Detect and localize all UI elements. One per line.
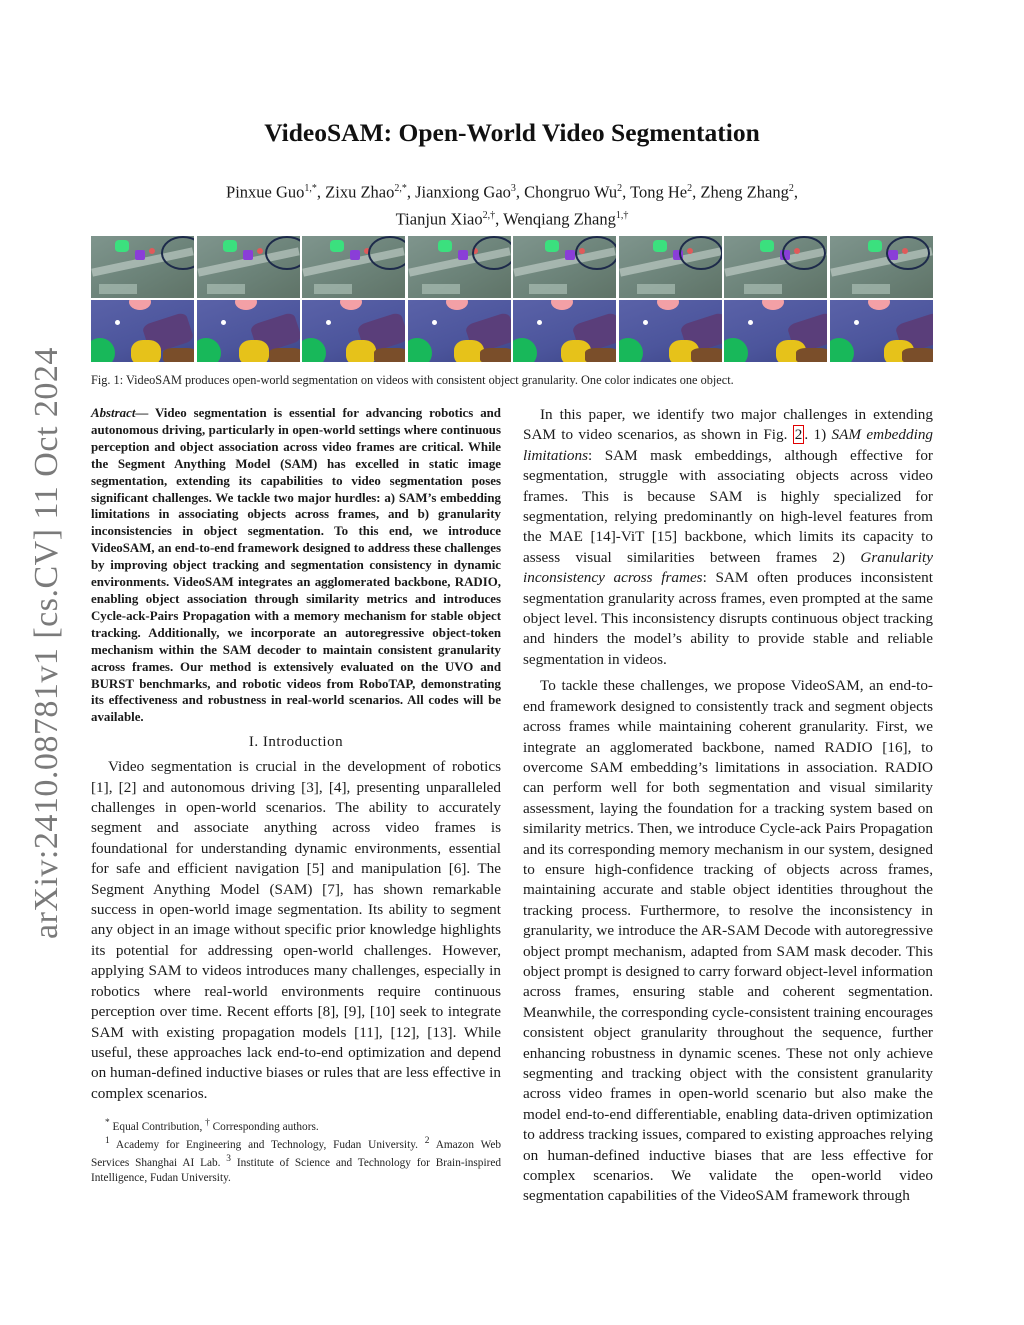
object-mask — [868, 300, 890, 310]
author-list — [150, 177, 874, 230]
author-name: Wenqiang Zhang — [503, 209, 616, 228]
object-mask — [585, 348, 616, 362]
video-frame-thumbnail — [724, 300, 827, 362]
object-mask — [207, 284, 245, 294]
object-mask — [796, 348, 827, 362]
author-name: Zixu Zhao — [325, 182, 395, 202]
author-affiliation: 2,* — [394, 183, 407, 194]
object-mask — [135, 250, 145, 260]
object-mask — [149, 248, 155, 254]
object-mask — [551, 300, 573, 310]
object-mask — [529, 284, 567, 294]
object-mask — [458, 250, 468, 260]
footnote-2: $^1$ Academy for Engineering and Technology, Fudan University. $^2$ Amazon Web Services Shanghai AI Lab. $^3$ Institute of Science and Technology for Brain-inspired Intelligence, Fudan University. — [91, 1136, 502, 1184]
paper-title: VideoSAM: Open-World Video Segmentation — [264, 118, 760, 147]
object-mask — [257, 248, 263, 254]
object-mask — [637, 284, 675, 294]
object-mask — [619, 338, 643, 362]
object-mask — [115, 320, 120, 325]
left-column — [91, 405, 501, 1185]
object-mask — [854, 320, 859, 325]
object-mask — [575, 236, 616, 270]
challenge-2-label: Granularity inconsistency across frames — [523, 548, 933, 587]
video-frame-thumbnail — [408, 300, 511, 362]
object-mask — [265, 236, 300, 270]
object-mask — [545, 240, 559, 252]
object-mask — [537, 320, 542, 325]
video-frame-thumbnail — [408, 236, 511, 298]
figure-caption-text: VideoSAM produces open-world segmentation on videos with consistent object granularity. One color indicates one object. — [125, 373, 734, 387]
section-heading: I. Introduction — [248, 734, 344, 751]
object-mask — [472, 236, 511, 270]
author-name: Zheng Zhang — [700, 182, 789, 202]
author-name: Pinxue Guo — [226, 182, 305, 202]
object-mask — [197, 338, 221, 362]
author-affiliation: 3 — [510, 183, 516, 194]
author-name: Jianxiong Gao — [415, 182, 511, 202]
object-mask — [221, 320, 226, 325]
object-mask — [408, 338, 432, 362]
object-mask — [129, 300, 151, 310]
author-affiliation: 2 — [617, 183, 623, 194]
right-column — [523, 405, 933, 1207]
author-name: Tianjun Xiao — [395, 209, 483, 228]
video-frame-thumbnail — [513, 236, 616, 298]
object-mask — [239, 340, 269, 362]
author-name: Tong He — [630, 182, 688, 202]
object-mask — [446, 300, 468, 310]
challenge-1-label: SAM embedding limitations — [523, 426, 934, 464]
object-mask — [724, 338, 748, 362]
object-mask — [422, 284, 460, 294]
object-mask — [368, 236, 405, 270]
video-frame-thumbnail — [830, 236, 933, 298]
object-mask — [91, 338, 115, 362]
intro-paragraph: Video segmentation is crucial in the development of robotics [1], [2] and autonomous driving [3], [4], presenting unparalleled challenges in open-world scenarios. The ability to accurately segment and associate anything across video frames is foundational for understanding dynamic environments, essential for safe and efficient navigation [5] and manipulation [6]. The Segment Anything Model (SAM) [7], has shown remarkable success in open-world image segmentation. Its ability to segment any object in an image without specific prior knowledge highlights its potential for addressing open-world challenges. However, applying SAM to videos introduces many challenges, especially in robotics where real-world environments require continuous perception over time. Recent efforts [8], [9], [10] seek to integrate SAM with existing propagation models [11], [12], [13]. While useful, these approaches lack end-to-end optimization and depend on human-defined inductive biases or rules that are less effective in complex scenarios. — [91, 758, 501, 1102]
footnote-1: * Equal Contribution, † Corresponding authors. — [105, 1118, 319, 1133]
video-frame-thumbnail — [724, 236, 827, 298]
object-mask — [438, 240, 452, 252]
figure-label: Fig. 1: — [91, 373, 124, 387]
object-mask — [643, 320, 648, 325]
video-frame-thumbnail — [302, 236, 405, 298]
object-mask — [115, 240, 129, 252]
object-mask — [163, 348, 194, 362]
video-frame-thumbnail — [197, 300, 300, 362]
object-mask — [326, 320, 331, 325]
object-mask — [330, 240, 344, 252]
object-mask — [868, 240, 882, 252]
video-frame-thumbnail — [302, 300, 405, 362]
object-mask — [302, 338, 326, 362]
author-affiliation: 2 — [788, 183, 794, 194]
video-frame-thumbnail — [197, 236, 300, 298]
author-affiliation: 2 — [687, 183, 693, 194]
video-frame-thumbnail — [619, 236, 722, 298]
object-mask — [374, 348, 405, 362]
video-frame-thumbnail — [513, 300, 616, 362]
video-frame-thumbnail — [91, 236, 194, 298]
object-mask — [314, 284, 352, 294]
author-affiliation: 1,† — [615, 209, 629, 221]
figure-video-frames — [91, 236, 933, 362]
object-mask — [131, 340, 161, 362]
object-mask — [235, 300, 257, 310]
author-line-1: Pinxue Guo$^{1,*}$, Zixu Zhao$^{2,*}$, Jianxiong Gao$^3$, Chongruo Wu$^2$, Tong He$^2$, Zheng Zhang$^2$, — [226, 182, 798, 202]
object-mask — [691, 348, 722, 362]
intro-paragraph-3: To tackle these challenges, we propose VideoSAM, an end-to-end framework designed to consistently track and segment objects across frames while maintaining coherent granularity. First, we integrate an agglomerated backbone, named RADIO [16], to overcome SAM embedding’s limitations in association. RADIO can perform well for both segmentation and visual similarity assessment, laying the foundation for a tracking system based on similarity metrics. Then, we introduce Cycle-ack Pairs Propagation and its corresponding memory mechanism in our system, designed to ensure high-confidence tracking of objects across frames, maintaining accurate and stable object identities throughout the tracking process. Furthermore, to resolve the inconsistency in granularity, we introduce the AR-SAM Decode with autoregressive object prompt mechanism, adapted from SAM mask decoder. This object prompt is designed to carry forward object-level information across frames, ensuring stable and coherent segmentation. Meanwhile, the corresponding cycle-consistent training encourages consistent object granularity throughout the sequence, further enhancing robustness in dynamic scenes. These not only achieve segmenting and tracking object with the consistent granularity across video frames in open-world scenario but also make the model end-to-end differentiable, enabling data-driven optimization to address tracking issues, compared to existing approaches relying on human-defined inductive biases that are less effective for complex scenarios. We validate the open-world video segmentation capabilities of the VideoSAM framework through — [523, 677, 933, 1205]
abstract-text: Video segmentation is essential for advancing robotics and autonomous driving, particularly in open-world settings where continuous perception and object association across video frames are critical. While the Segment Anything Model (SAM) has excelled in static image segmentation, extending its capabilities to video segmentation poses significant challenges. We tackle two major hurdles: a) SAM’s embedding limitations in associating objects across frames, and b) granularity inconsistencies in object segmentation. To this end, we introduce VideoSAM, an end-to-end framework designed to address these challenges by improving object tracking and segmentation consistency in dynamic environments. VideoSAM integrates an agglomerated backbone, RADIO, enabling object association through similarity metrics and introduces Cycle-ack-Pairs Propagation with a memory mechanism for stable object tracking. Additionally, we incorporate an autoregressive object-token mechanism within the SAM decoder to maintain consistent granularity across frames. Our method is extensively evaluated on the UVO and BURST benchmarks, and robotic videos from RoboTAP, demonstrating its effectiveness and robustness in real-world scenarios. All codes will be available. — [91, 406, 501, 725]
object-mask — [223, 240, 237, 252]
abstract-lead: Abstract — [91, 406, 136, 420]
author-name: Chongruo Wu — [524, 182, 618, 202]
object-mask — [340, 300, 362, 310]
object-mask — [902, 348, 933, 362]
object-mask — [852, 284, 890, 294]
object-mask — [886, 236, 930, 270]
figure-caption — [91, 372, 933, 388]
object-mask — [744, 284, 782, 294]
object-mask — [243, 250, 253, 260]
author-line-2: Tianjun Xiao$^{2,\dagger}$, Wenqiang Zhang$^{1,\dagger}$ — [395, 209, 629, 228]
object-mask — [350, 250, 360, 260]
video-frame-thumbnail — [619, 300, 722, 362]
object-mask — [269, 348, 300, 362]
object-mask — [161, 236, 194, 270]
arxiv-identifier: arXiv:2410.08781v1 [cs.CV] 11 Oct 2024 — [28, 347, 65, 939]
abstract: Abstract— Video segmentation is essential for advancing robotics and autonomous driving, particularly in open-world settings where continuous perception and object association across video frames are critical. While the Segment Anything Model (SAM) has excelled in static image segmentation, extending its capabilities to video segmentation poses significant challenges. We tackle two major hurdles: a) SAM’s embedding limitations in associating objects across frames, and b) granularity inconsistencies in object segmentation. To this end, we introduce VideoSAM, an end-to-end framework designed to address these challenges by improving object tracking and segmentation consistency in dynamic environments. VideoSAM integrates an agglomerated backbone, RADIO, enabling object association through similarity metrics and introduces Cycle-ack-Pairs Propagation with a memory mechanism for stable object tracking. Additionally, we incorporate an autoregressive object-token mechanism within the SAM decoder to maintain consistent granularity across frames. Our method is extensively evaluated on the UVO and BURST benchmarks, and robotic videos from RoboTAP, demonstrating its effectiveness and robustness in real-world scenarios. All codes will be available. — [91, 406, 501, 725]
object-mask — [99, 284, 137, 294]
object-mask — [346, 340, 376, 362]
object-mask — [748, 320, 753, 325]
object-mask — [432, 320, 437, 325]
object-mask — [762, 300, 784, 310]
object-mask — [782, 236, 826, 270]
object-mask — [679, 236, 722, 270]
object-mask — [480, 348, 511, 362]
author-affiliation: 2,† — [482, 209, 496, 221]
object-mask — [653, 240, 667, 252]
video-frame-thumbnail — [830, 300, 933, 362]
intro-paragraph-2: In this paper, we identify two major challenges in extending SAM to video scenarios, as shown in Fig. 2 . 1) SAM embedding limitations: SAM mask embeddings, although effective for segmentation, struggle with associating objects across video frames. This is because SAM is highly specialized for segmentation, relying predominantly on high-level features from the MAE [14]-ViT [15] backbone, which limits its capacity to assess visual similarities between frames 2) Granularity inconsistency across frames: SAM often produces inconsistent segmentation granularity across frames, even prompted at the same object level. This inconsistency disrupts continuous object tracking and hinders the model’s ability to provide stable and reliable segmentation in videos. — [523, 406, 934, 668]
object-mask — [513, 338, 537, 362]
footnotes — [91, 1116, 501, 1185]
object-mask — [565, 250, 575, 260]
author-affiliation: 1,* — [304, 183, 317, 194]
figure-reference-link[interactable]: 2 — [794, 426, 803, 444]
object-mask — [830, 338, 854, 362]
object-mask — [760, 240, 774, 252]
object-mask — [657, 300, 679, 310]
video-frame-thumbnail — [91, 300, 194, 362]
